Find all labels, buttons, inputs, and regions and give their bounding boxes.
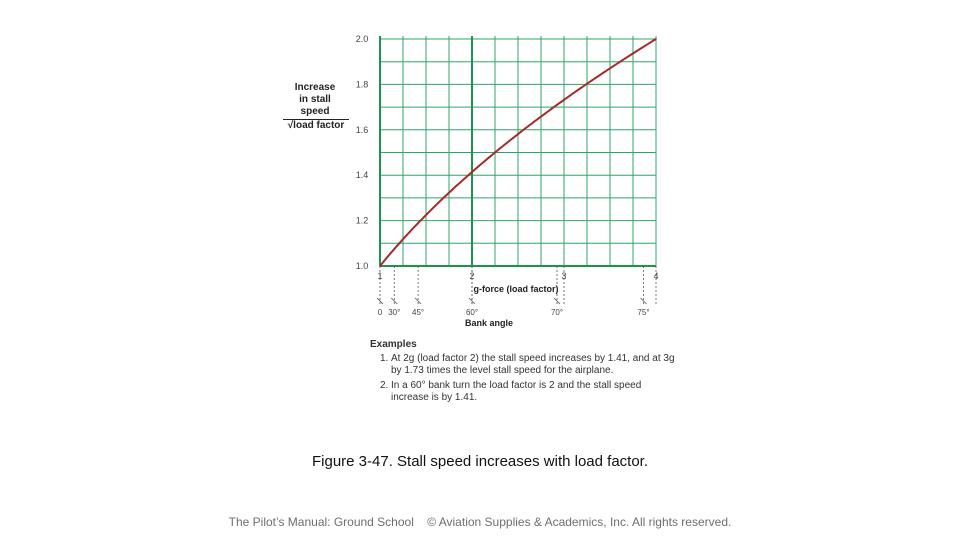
data-point: [379, 265, 381, 267]
data-point: [517, 133, 519, 135]
y-tick-label: 1.8: [355, 79, 369, 90]
x-tick-label: 1: [377, 271, 383, 281]
y-tick-label: 1.6: [355, 124, 369, 135]
y-axis-title-line: speed: [300, 106, 330, 117]
data-point: [471, 171, 473, 173]
bank-angle-label: 0: [377, 308, 383, 317]
bank-angle-label: 60°: [465, 308, 479, 317]
figure-caption: [0, 453, 960, 470]
x-tick-label: 3: [561, 271, 567, 281]
bank-angle-label: 45°: [412, 308, 425, 317]
bank-angle-label: 70°: [550, 308, 564, 317]
data-point: [448, 192, 450, 194]
bank-angle-label: 75°: [637, 308, 650, 317]
example-item: [370, 380, 681, 404]
footer-copyright: © Aviation Supplies & Academics, Inc. All rights reserved.: [427, 515, 732, 529]
y-tick-label: 1.0: [355, 261, 369, 271]
example-text: At 2g (load factor 2) the stall speed increases by 1.41, and at 3g by 1.73 times the level stall speed for the airplane.: [391, 353, 675, 376]
x-tick-label: 4: [653, 271, 659, 281]
data-point: [540, 116, 542, 118]
y-tick-label: 2.0: [355, 34, 369, 44]
data-point: [425, 214, 427, 216]
data-point: [586, 83, 588, 85]
figure-label: Figure 3-47.: [311, 453, 393, 470]
data-point: [563, 99, 565, 101]
example-text: In a 60° bank turn the load factor is 2 and the stall speed increase is by 1.41.: [391, 380, 642, 403]
data-point: [402, 238, 404, 240]
data-point: [632, 53, 634, 55]
y-tick-label: 1.4: [355, 170, 369, 181]
example-item: [370, 353, 681, 377]
example-number: 1.: [380, 353, 389, 364]
x-axis-title: g-force (load factor): [473, 284, 559, 294]
bank-angle-label: 30°: [388, 308, 401, 317]
bank-angle-title: Bank angle: [464, 318, 514, 328]
footer: [0, 515, 960, 529]
data-point: [494, 152, 496, 154]
example-number: 2.: [380, 380, 389, 391]
footer-book-title: The Pilot’s Manual: Ground School: [228, 515, 414, 529]
y-axis-title-line: in stall: [299, 94, 331, 105]
examples-box: [370, 339, 681, 404]
x-tick-label: 2: [469, 271, 475, 281]
y-tick-label: 1.2: [355, 215, 369, 226]
y-axis-title-line: √load factor: [283, 119, 349, 131]
data-point: [655, 38, 657, 40]
examples-title: Examples: [370, 339, 417, 350]
y-axis-title-line: Increase: [294, 82, 336, 93]
figure-caption-text: Stall speed increases with load factor.: [397, 453, 649, 470]
data-point: [609, 67, 611, 69]
